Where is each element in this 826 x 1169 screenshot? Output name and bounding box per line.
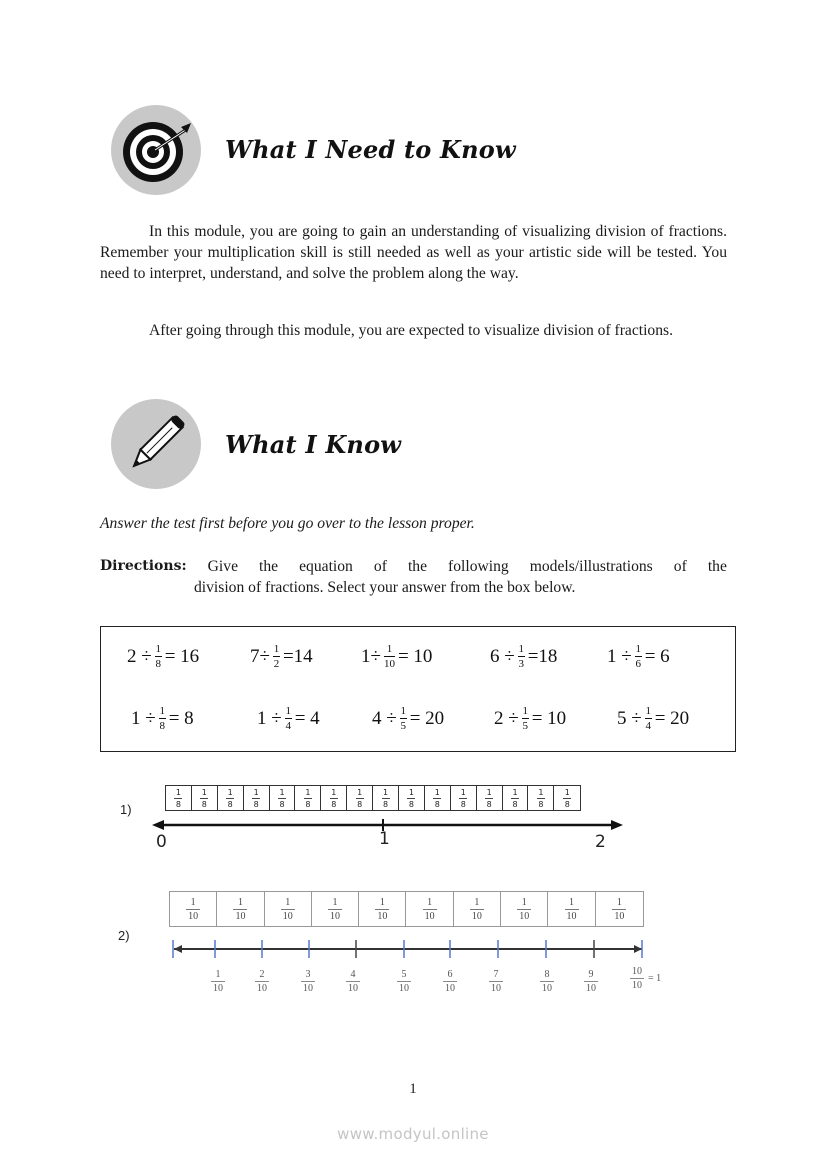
axis-label-0: 0 <box>156 832 167 852</box>
fraction-cell: 1 8 <box>295 786 321 810</box>
instruction-text: Answer the test first before you go over to the lesson proper. <box>100 515 475 532</box>
tick-label: 2 10 <box>257 969 267 994</box>
fraction-cell: 1 10 <box>359 892 406 926</box>
fraction-cell: 1 8 <box>564 787 570 809</box>
tick-label: 1 10 <box>213 969 223 994</box>
target-icon <box>111 105 201 195</box>
tick-label: 9 10 <box>586 969 596 994</box>
section-title-what-i-need-to-know: What I Need to Know <box>225 135 516 164</box>
fraction-cell: 1 8 <box>192 786 218 810</box>
answer-choice: 1 ÷ $\frac{1}{8}$ = 8 <box>131 705 194 732</box>
item-2-number-line <box>168 937 648 961</box>
fraction-cell: 1 8 <box>321 786 347 810</box>
fraction-cell: 1 8 <box>270 786 296 810</box>
fraction-cell: 1 8 <box>477 786 503 810</box>
fraction-cell: 1 8 <box>244 786 270 810</box>
answer-choice: 6 ÷ $\frac{1}{3}$ =18 <box>490 643 558 670</box>
answer-choice: 1 ÷ $\frac{1}{4}$ = 4 <box>257 705 320 732</box>
fraction-cell: 1 8 <box>399 786 425 810</box>
target-icon-circle <box>111 105 201 195</box>
fraction: $\frac{1}{4}$ <box>285 705 291 732</box>
tick-label-last: 10 10 = 1 <box>632 966 662 991</box>
directions-line-2: division of fractions. Select your answer from the box below. <box>194 579 576 596</box>
answer-choice: 4 ÷ $\frac{1}{5}$ = 20 <box>372 705 445 732</box>
axis-label-2: 2 <box>595 832 606 852</box>
directions-line-1: Directions: Give the equation of the following models/illustrations of the <box>100 558 727 575</box>
answer-choice: 5 ÷ $\frac{1}{4}$ = 20 <box>617 705 690 732</box>
fraction: $\frac{1}{3}$ <box>518 643 524 670</box>
tick-label: 3 10 <box>303 969 313 994</box>
item-2-label: 2) <box>118 928 130 943</box>
directions <box>100 556 727 598</box>
fraction-cell: 1 8 <box>425 786 451 810</box>
item-1-label: 1) <box>120 802 132 817</box>
tick-label: 7 10 <box>491 969 501 994</box>
fraction-cell: 1 8 <box>166 786 192 810</box>
tick-label: 6 10 <box>445 969 455 994</box>
fraction: $\frac{1}{6}$ <box>635 643 641 670</box>
fraction-cell: 1 8 <box>373 786 399 810</box>
objective-paragraph: After going through this module, you are expected to visualize division of fractions. <box>149 322 673 339</box>
fraction-cell: 1 10 <box>614 896 625 922</box>
fraction: $\frac{1}{10}$ <box>383 643 395 670</box>
fraction-cell: 1 10 <box>170 892 217 926</box>
fraction-cell: 1 8 <box>347 786 373 810</box>
fraction-cell: 1 10 <box>217 892 264 926</box>
watermark: www.modyul.online <box>337 1125 489 1143</box>
page-number: 1 <box>409 1081 417 1097</box>
pencil-icon <box>111 399 201 489</box>
fraction: $\frac{1}{4}$ <box>645 705 651 732</box>
answer-choices-box <box>100 626 736 752</box>
tick-label: 8 10 <box>542 969 552 994</box>
item-1-fraction-bars <box>165 785 581 811</box>
answer-choice: 1 ÷ $\frac{1}{6}$ = 6 <box>607 643 670 670</box>
fraction-cell: 1 10 <box>548 892 595 926</box>
tick-label: 4 10 <box>348 969 358 994</box>
section-title-what-i-know: What I Know <box>225 430 402 459</box>
axis-label-1: 1 <box>379 829 390 849</box>
answer-choice: 2 ÷ $\frac{1}{8}$ = 16 <box>127 643 200 670</box>
fraction-cell: 1 10 <box>501 892 548 926</box>
pencil-icon-circle <box>111 399 201 489</box>
fraction: $\frac{1}{8}$ <box>155 643 161 670</box>
fraction-cell: 1 8 <box>218 786 244 810</box>
fraction: $\frac{1}{5}$ <box>400 705 406 732</box>
fraction-cell: 1 10 <box>454 892 501 926</box>
directions-label: Directions: <box>100 558 187 574</box>
answer-choice: 7÷ $\frac{1}{2}$ =14 <box>250 643 313 670</box>
fraction: $\frac{1}{2}$ <box>273 643 280 670</box>
fraction-cell: 1 8 <box>528 786 554 810</box>
fraction: $\frac{1}{5}$ <box>522 705 528 732</box>
item-2-fraction-bars <box>169 891 644 927</box>
fraction-cell: 1 10 <box>406 892 453 926</box>
fraction-cell: 1 8 <box>503 786 529 810</box>
answer-choice: 1÷ $\frac{1}{10}$ = 10 <box>361 643 433 670</box>
fraction: $\frac{1}{8}$ <box>159 705 165 732</box>
answer-choice: 2 ÷ $\frac{1}{5}$ = 10 <box>494 705 567 732</box>
tick-label: 5 10 <box>399 969 409 994</box>
intro-paragraph: In this module, you are going to gain an understanding of visualizing division of fractions. Remember your multiplication skill is still needed as well as your artistic side will be tested. You need to interpret, understand, and solve the problem along the way. <box>100 223 727 282</box>
fraction-cell: 1 10 <box>265 892 312 926</box>
fraction-cell: 1 10 <box>312 892 359 926</box>
fraction-cell: 1 8 <box>451 786 477 810</box>
